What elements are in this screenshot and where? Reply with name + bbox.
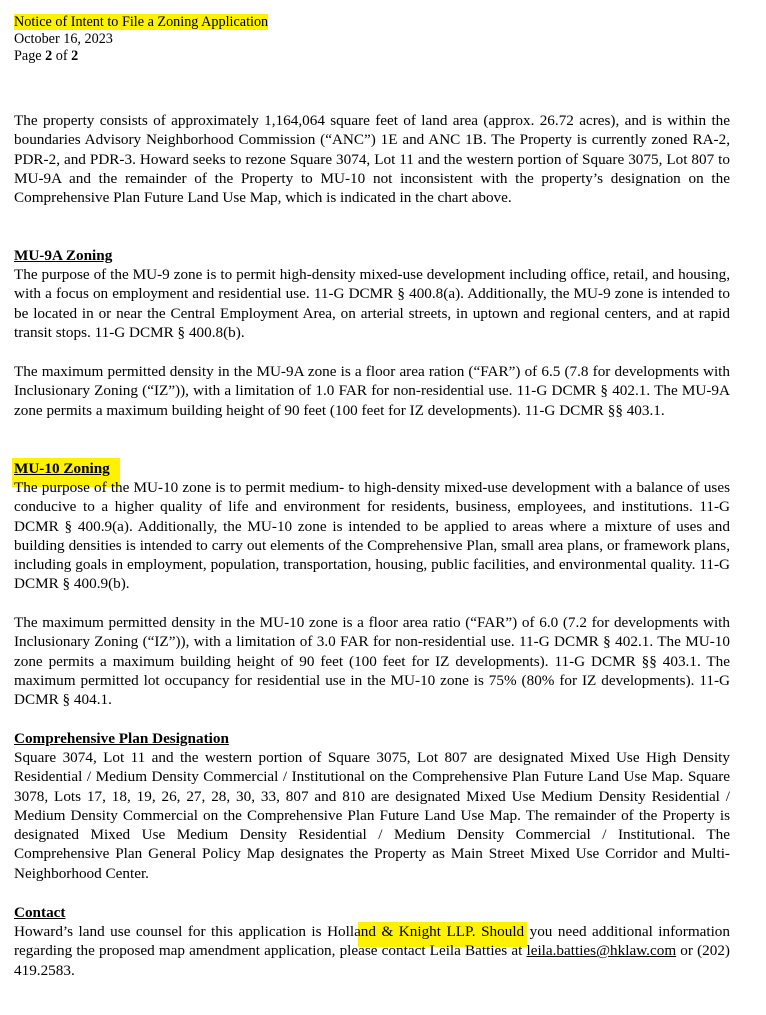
comp-plan-heading: Comprehensive Plan Designation	[14, 730, 229, 747]
contact-text-end: or (202) 419.2583.	[14, 942, 730, 979]
mu9a-purpose-paragraph: The purpose of the MU-9 zone is to permit high-density mixed-use development including office, retail, and housing, with a focus on employment and residential use. 11-G DCMR § 400.8(a). Additionally, the MU-9 zone is intended to be located in or near the Central Employment Area, on arterial streets, in uptown and regional centers, and at rapid transit stops. 11-G DCMR § 400.8(b).	[14, 266, 730, 341]
mu9a-density-section	[14, 362, 730, 420]
comp-plan-heading-wrap	[14, 729, 229, 748]
contact-text-before: Howard’s land use counsel for this application is	[14, 923, 328, 940]
contact-text-after: . Should you need additional information regarding the proposed map amendment application, please contact Leila Batties at	[14, 923, 730, 960]
notice-title-text: Notice of Intent to File a Zoning Application	[14, 14, 269, 30]
contact-heading-wrap	[14, 903, 65, 922]
mu9a-heading-wrap	[14, 246, 112, 265]
page-number	[14, 48, 268, 65]
mu10-density-paragraph: The maximum permitted density in the MU-10 zone is a floor area ratio (“FAR”) of 6.0 (7.2 for developments with Inclusionary Zoning (“IZ”)), with a limitation of 3.0 FAR for non-residential use. 11-G DCMR § 402.1. The MU-10 zone permits a maximum building height of 90 feet (100 feet for IZ developments). 11-G DCMR §§ 403.1. The maximum permitted lot occupancy for residential use in the MU-10 zone is 75% (80% for IZ developments). 11-G DCMR § 404.1.	[14, 614, 730, 709]
intro-paragraph: The property consists of approximately 1,164,064 square feet of land area (approx. 26.72 acres), and is within the boundaries Advisory Neighborhood Commission (“ANC”) 1E and ANC 1B. The Property is currently zoned RA-2, PDR-2, and PDR-3. Howard seeks to rezone Square 3074, Lot 11 and the western portion of Square 3075, Lot 807 to MU-9A and the remainder of the Property to MU-10 not inconsistent with the property’s designation on the Comprehensive Plan Future Land Use Map, which is indicated in the chart above.	[14, 112, 730, 207]
page-of: of	[55, 48, 68, 64]
contact-section	[14, 922, 730, 980]
contact-heading: Contact	[14, 904, 66, 921]
page-header	[14, 14, 268, 65]
comp-plan-section	[14, 748, 730, 883]
page-label: Page	[14, 48, 42, 64]
page-current: 2	[45, 48, 53, 64]
contact-paragraph	[14, 922, 730, 980]
mu9a-section	[14, 265, 730, 342]
notice-title	[14, 14, 268, 31]
mu10-heading: MU-10 Zoning	[14, 460, 110, 477]
firm-name: Holland & Knight LLP	[327, 923, 472, 940]
comp-plan-paragraph: Square 3074, Lot 11 and the western portion of Square 3075, Lot 807 are designated Mixed Use High Density Residential / Medium Density Commercial / Institutional on the Comprehensive Plan Future Land Use Map. Square 3078, Lots 17, 18, 19, 26, 27, 28, 30, 33, 807 and 810 are designated Mixed Use Medium Density Residential / Medium Density Commercial on the Comprehensive Plan Future Land Use Map. The remainder of the Property is designated Mixed Use Medium Density Residential / Medium Density Commercial / Institutional. The Comprehensive Plan General Policy Map designates the Property as Main Street Mixed Use Corridor and Multi-Neighborhood Center.	[14, 749, 730, 882]
mu10-section	[14, 478, 730, 594]
mu10-purpose-paragraph: The purpose of the MU-10 zone is to permit medium- to high-density mixed-use development with a balance of uses conducive to a higher quality of life and environment for residents, business, employees, and institutions. 11-G DCMR § 400.9(a). Additionally, the MU-10 zone is intended to be applied to areas where a mixture of uses and building densities is intended to carry out elements of the Comprehensive Plan, small area plans, or framework plans, including goals in employment, population, transportation, housing, public facilities, and environmental quality. 11-G DCMR § 400.9(b).	[14, 479, 730, 593]
mu9a-heading: MU-9A Zoning	[14, 247, 113, 264]
email-link[interactable]: leila.batties@hklaw.com	[526, 942, 677, 960]
notice-date: October 16, 2023	[14, 31, 113, 47]
mu9a-density-paragraph: The maximum permitted density in the MU-9A zone is a floor area ration (“FAR”) of 6.5 (7.8 for developments with Inclusionary Zoning (“IZ”)), with a limitation of 1.0 FAR for non-residential use. 11-G DCMR § 402.1. The MU-9A zone permits a maximum building height of 90 feet (100 feet for IZ developments). 11-G DCMR §§ 403.1.	[14, 363, 730, 419]
mu10-density-section	[14, 613, 730, 709]
intro-section	[14, 111, 730, 207]
page-total: 2	[71, 48, 79, 64]
mu10-heading-wrap	[14, 459, 110, 478]
